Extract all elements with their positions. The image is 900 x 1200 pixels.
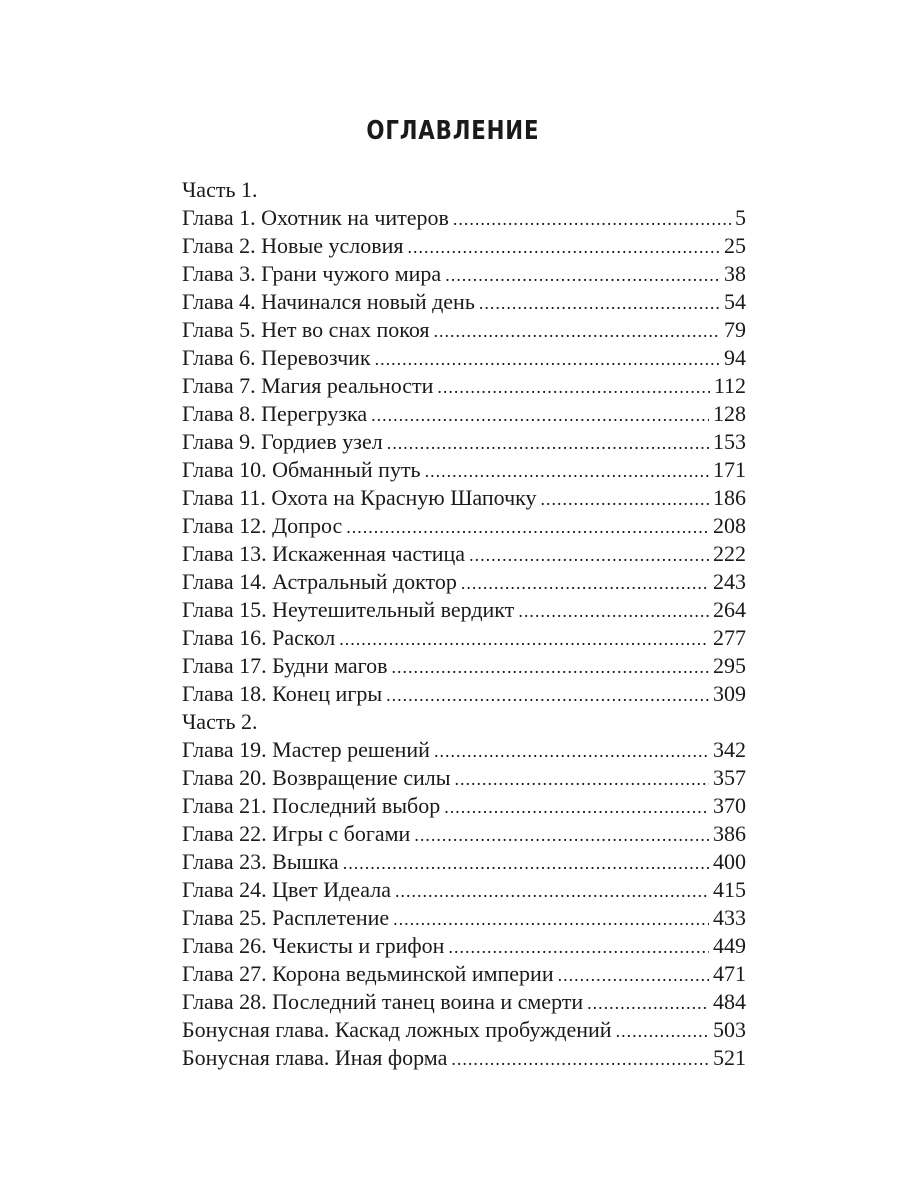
toc-entry[interactable]: [182, 400, 746, 428]
chapter-title: Глава 27. Корона ведьминской империи: [182, 961, 554, 986]
chapter-title: Глава 7. Магия реальности: [182, 373, 434, 398]
chapter-title: Глава 4. Начинался новый день: [182, 289, 475, 314]
chapter-title: Глава 17. Будни магов: [182, 653, 388, 678]
part-label: Часть 1.: [182, 177, 258, 202]
dot-leader: [346, 513, 709, 541]
page-number: 128: [713, 401, 746, 426]
page-number: 208: [713, 513, 746, 538]
page-number: 54: [724, 289, 746, 314]
chapter-title: Глава 8. Перегрузка: [182, 401, 368, 426]
page-number: 342: [713, 737, 746, 762]
page-title: ОГЛАВЛЕНИЕ: [366, 116, 540, 146]
chapter-title: Глава 25. Расплетение: [182, 905, 390, 930]
dot-leader: [393, 905, 709, 933]
page-number: 38: [724, 261, 746, 286]
dot-leader: [448, 933, 709, 961]
toc-entry[interactable]: [182, 736, 746, 764]
dot-leader: [392, 653, 709, 681]
toc-entry[interactable]: [182, 512, 746, 540]
chapter-title: Глава 16. Раскол: [182, 625, 336, 650]
toc-entry[interactable]: [182, 1016, 746, 1044]
page-number: 153: [713, 429, 746, 454]
page-number: 25: [724, 233, 746, 258]
toc-entry[interactable]: [182, 876, 746, 904]
chapter-title: Глава 20. Возвращение силы: [182, 765, 451, 790]
page-number: 357: [713, 765, 746, 790]
dot-leader: [434, 737, 709, 765]
toc-entry[interactable]: [182, 204, 746, 232]
toc-entry[interactable]: [182, 484, 746, 512]
dot-leader: [558, 961, 709, 989]
toc-entry[interactable]: [182, 652, 746, 680]
dot-leader: [425, 457, 709, 485]
chapter-title: Глава 10. Обманный путь: [182, 457, 421, 482]
toc-entry[interactable]: [182, 260, 746, 288]
dot-leader: [587, 989, 709, 1017]
toc-entry[interactable]: [182, 960, 746, 988]
toc-entry[interactable]: [182, 792, 746, 820]
toc-entry[interactable]: [182, 764, 746, 792]
page-number: 400: [713, 849, 746, 874]
toc-entry[interactable]: [182, 568, 746, 596]
chapter-title: Бонусная глава. Иная форма: [182, 1045, 448, 1070]
page-number: 309: [713, 681, 746, 706]
chapter-title: Глава 3. Грани чужого мира: [182, 261, 442, 286]
toc-entry[interactable]: [182, 232, 746, 260]
table-of-contents: [182, 176, 746, 1072]
dot-leader: [387, 429, 709, 457]
chapter-title: Глава 5. Нет во снах покоя: [182, 317, 430, 342]
toc-entry[interactable]: [182, 624, 746, 652]
page-number: 186: [713, 485, 746, 510]
toc-entry[interactable]: [182, 372, 746, 400]
dot-leader: [375, 345, 720, 373]
page-number: 277: [713, 625, 746, 650]
page-number: 5: [735, 205, 746, 230]
dot-leader: [386, 681, 709, 709]
dot-leader: [395, 877, 709, 905]
dot-leader: [479, 289, 720, 317]
chapter-title: Глава 28. Последний танец воина и смерти: [182, 989, 584, 1014]
page-number: 243: [713, 569, 746, 594]
page-number: 222: [713, 541, 746, 566]
dot-leader: [437, 373, 709, 401]
chapter-title: Глава 21. Последний выбор: [182, 793, 441, 818]
toc-entry[interactable]: [182, 316, 746, 344]
chapter-title: Глава 12. Допрос: [182, 513, 343, 538]
toc-entry[interactable]: [182, 288, 746, 316]
toc-entry[interactable]: [182, 848, 746, 876]
chapter-title: Глава 2. Новые условия: [182, 233, 404, 258]
dot-leader: [434, 317, 720, 345]
chapter-title: Глава 13. Искаженная частица: [182, 541, 466, 566]
toc-entry[interactable]: [182, 1044, 746, 1072]
dot-leader: [451, 1045, 709, 1073]
chapter-title: Глава 9. Гордиев узел: [182, 429, 383, 454]
page-number: 79: [724, 317, 746, 342]
chapter-title: Глава 19. Мастер решений: [182, 737, 430, 762]
dot-leader: [339, 625, 709, 653]
chapter-title: Глава 6. Перевозчик: [182, 345, 371, 370]
toc-entry[interactable]: [182, 596, 746, 624]
dot-leader: [469, 541, 709, 569]
chapter-title: Глава 11. Охота на Красную Шапочку: [182, 485, 537, 510]
page-number: 94: [724, 345, 746, 370]
page-number: 264: [713, 597, 746, 622]
chapter-title: Глава 23. Вышка: [182, 849, 339, 874]
page-number: 171: [713, 457, 746, 482]
dot-leader: [518, 597, 709, 625]
dot-leader: [445, 261, 720, 289]
chapter-title: Глава 22. Игры с богами: [182, 821, 411, 846]
dot-leader: [414, 821, 709, 849]
chapter-title: Глава 18. Конец игры: [182, 681, 383, 706]
dot-leader: [541, 485, 709, 513]
page-number: 370: [713, 793, 746, 818]
page-number: 484: [713, 989, 746, 1014]
toc-entry[interactable]: [182, 820, 746, 848]
toc-entry[interactable]: [182, 344, 746, 372]
dot-leader: [455, 765, 709, 793]
page-number: 449: [713, 933, 746, 958]
page-number: 521: [713, 1045, 746, 1070]
toc-entry[interactable]: [182, 456, 746, 484]
toc-entry[interactable]: [182, 428, 746, 456]
dot-leader: [461, 569, 709, 597]
chapter-title: Глава 24. Цвет Идеала: [182, 877, 392, 902]
page-number: 295: [713, 653, 746, 678]
toc-entry[interactable]: [182, 904, 746, 932]
toc-entry[interactable]: [182, 680, 746, 708]
dot-leader: [444, 793, 709, 821]
toc-entry[interactable]: [182, 932, 746, 960]
dot-leader: [453, 205, 731, 233]
page-number: 471: [713, 961, 746, 986]
page-number: 433: [713, 905, 746, 930]
chapter-title: Бонусная глава. Каскад ложных пробуждений: [182, 1017, 612, 1042]
chapter-title: Глава 15. Неутешительный вердикт: [182, 597, 515, 622]
chapter-title: Глава 14. Астральный доктор: [182, 569, 457, 594]
toc-entry[interactable]: [182, 540, 746, 568]
page-number: 503: [713, 1017, 746, 1042]
page-number: 386: [713, 821, 746, 846]
dot-leader: [408, 233, 720, 261]
chapter-title: Глава 1. Охотник на читеров: [182, 205, 449, 230]
dot-leader: [371, 401, 709, 429]
toc-entry[interactable]: [182, 988, 746, 1016]
dot-leader: [616, 1017, 709, 1045]
page-number: 112: [713, 373, 746, 398]
part-label: Часть 2.: [182, 709, 258, 734]
page-number: 415: [713, 877, 746, 902]
chapter-title: Глава 26. Чекисты и грифон: [182, 933, 445, 958]
dot-leader: [343, 849, 709, 877]
